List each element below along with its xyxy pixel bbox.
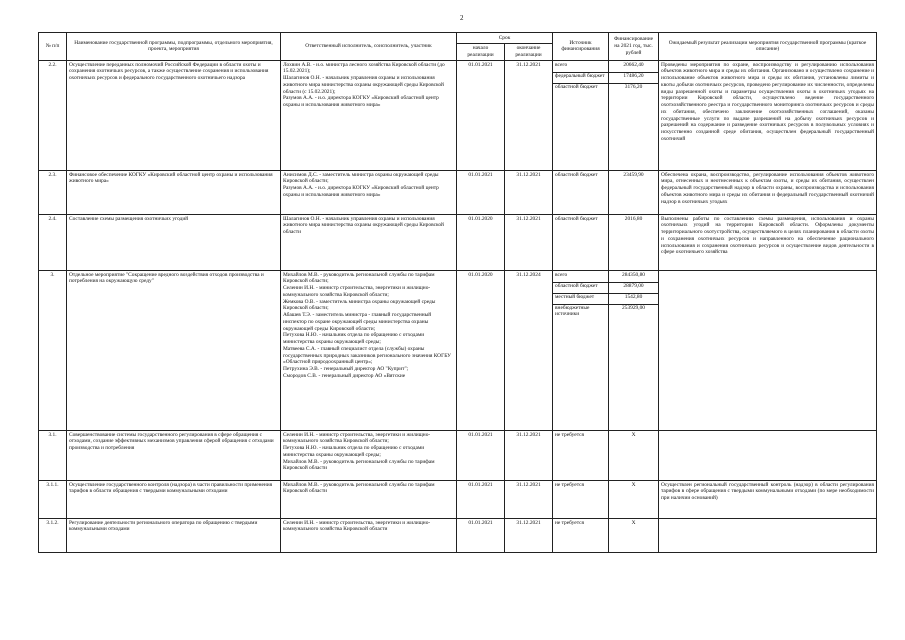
responsible-person: Разумов А.А. - и.о. директора КОГКУ «Кировский областной центр охраны и использования животного мира» bbox=[283, 95, 439, 108]
responsible-person: Анисимов Д.С. - заместитель министра охраны окружающей среды Кировской области; bbox=[283, 171, 439, 185]
responsible-person: Михайлов М.В. - руководитель региональной службы по тарифам Кировской области; bbox=[283, 271, 435, 285]
row-name: Осуществление переданных полномочий Российской Федерации в области охоты и сохранения охотничьих ресурсов, а также осуществление сохранения и использования охотничьих ресурсов и федерального государственного охотничьего надзора bbox=[67, 60, 281, 170]
value-item: 3176,20 bbox=[624, 83, 643, 90]
row-start: 01.01.2021 bbox=[457, 430, 505, 480]
source-item: областной бюджет bbox=[553, 283, 608, 294]
source-item: федеральный бюджет bbox=[553, 73, 608, 84]
row-end: 31.12.2021 bbox=[505, 430, 553, 480]
row-result: Выполнены работы по составлению схемы размещения, использования и охраны охотничьих угодий на территории Кировской области. Оформлены документы территориального охотустройства, осуществляемого в целях планирования в области охоты и сохранения охотничьих ресурсов и направленного на обеспечение рационального использования и сохранения охотничьих ресурсов и осуществление видов деятельности в сфере охотничьего хозяйства bbox=[659, 214, 877, 270]
table-row bbox=[39, 214, 877, 270]
row-num: 3.1. bbox=[39, 430, 67, 480]
value-item: 20662,40 bbox=[609, 62, 658, 73]
row-result bbox=[659, 518, 877, 552]
row-start: 01.01.2020 bbox=[457, 214, 505, 270]
header-source: Источник финансирования bbox=[553, 33, 609, 61]
row-values bbox=[609, 430, 659, 480]
header-responsible: Ответственный исполнитель, соисполнитель, участник bbox=[281, 33, 457, 61]
header-term: Срок bbox=[457, 33, 553, 44]
responsible-person: Селенин И.Н. - министр строительства, энергетики и жилищно-коммунального хозяйства Кировской области bbox=[283, 519, 431, 533]
row-responsible bbox=[281, 60, 457, 170]
value-item: 2016,80 bbox=[624, 215, 643, 222]
table-row bbox=[39, 270, 877, 430]
row-sources bbox=[553, 214, 609, 270]
table-body bbox=[39, 60, 877, 552]
row-end: 31.12.2021 bbox=[505, 60, 553, 170]
row-result: Проведены мероприятия по охране, воспроизводству и регулированию использования объектов животного мира и среды их обитания. Организовано и осуществлено сохранение и использование объектов животного мира и среды их обитания, установлены лимиты и квоты добычи охотничьих ресурсов, проведено регулирование их численности, определены виды разрешенной охоты и параметры осуществления охоты в охотничьих угодьях на территории Кировской области, осуществлено ведение государственного охотхозяйственного реестра и государственного мониторинга охотничьих ресурсов и среды их обитания, обеспечено заключение охотхозяйственных соглашений, оказаны государственные услуги по выдаче разрешений на добычу охотничьих ресурсов и разрешений на содержание и разведение охотничьих ресурсов в полувольных условиях и искусственно созданной среде обитания, осуществлен федеральный государственный охотничий bbox=[659, 60, 877, 170]
row-sources bbox=[553, 270, 609, 430]
responsible-person: Лохвин А.В. - и.о. министра лесного хозяйства Кировской области (до 15.02.2021); bbox=[283, 61, 445, 75]
header-start: начало реализации bbox=[457, 44, 505, 61]
row-start: 01.01.2021 bbox=[457, 518, 505, 552]
row-name: Финансовое обеспечение КОГКУ «Кировский областной центр охраны и использования животного мира» bbox=[67, 170, 281, 214]
responsible-person: Петухова Н.Ю. - начальник отдела по обращению с отходами министерства охраны окружающей среды; bbox=[283, 445, 425, 458]
row-responsible bbox=[281, 480, 457, 518]
responsible-person: Разумов А.А. - и.о. директора КОГКУ «Кировский областной центр охраны и использования животного мира» bbox=[283, 185, 439, 198]
value-item: 253929,00 bbox=[622, 304, 645, 311]
row-responsible bbox=[281, 430, 457, 480]
table-row bbox=[39, 518, 877, 552]
row-responsible bbox=[281, 518, 457, 552]
row-result: Обеспечена охрана, воспроизводство, регулирование использования объектов животного мира, отнесенных и неотнесенных к объектам охоты, и среды их обитания, осуществлен федеральный государственный надзор в области охраны, воспроизводства и использования объектов животного мира и среды их обитания и федеральный государственный охотничий надзор в охотничьих угодьях bbox=[659, 170, 877, 214]
responsible-person: Петрухина Э.В. - генеральный директор АО "Куприт"; bbox=[283, 366, 409, 372]
row-start: 01.01.2021 bbox=[457, 170, 505, 214]
source-item: не требуется bbox=[555, 481, 584, 488]
row-values bbox=[609, 270, 659, 430]
source-item: областной бюджет bbox=[555, 215, 598, 222]
row-num: 2.2. bbox=[39, 60, 67, 170]
program-table bbox=[38, 32, 877, 553]
table-row bbox=[39, 430, 877, 480]
row-end: 31.12.2021 bbox=[505, 214, 553, 270]
header-result: Ожидаемый результат реализации мероприятия государственной программы (краткое описание) bbox=[659, 33, 877, 61]
row-sources bbox=[553, 518, 609, 552]
responsible-person: Шалагинов О.Н. - начальник управления охраны и использования животного мира министерства охраны окружающей среды Кировской области (с 15.02.2021); bbox=[283, 75, 444, 95]
row-result: Осуществлен региональный государственный контроль (надзор) в области регулирования тарифов в сфере обращения с твердыми коммунальными отходами (по мере необходимости при наличии оснований) bbox=[659, 480, 877, 518]
responsible-person: Жемкова О.В. - заместитель министра охраны окружающей среды Кировской области; bbox=[283, 298, 436, 312]
source-item: областной бюджет bbox=[555, 83, 598, 90]
header-num: № п/п bbox=[39, 33, 67, 61]
page-number: 2 bbox=[460, 14, 464, 22]
row-responsible bbox=[281, 214, 457, 270]
header-end: окончание реализации bbox=[505, 44, 553, 61]
row-sources bbox=[553, 480, 609, 518]
value-item: 284350,80 bbox=[609, 272, 658, 283]
table-row bbox=[39, 60, 877, 170]
row-end: 31.12.2021 bbox=[505, 480, 553, 518]
row-start: 01.01.2021 bbox=[457, 60, 505, 170]
row-num: 3.1.2. bbox=[39, 518, 67, 552]
row-result bbox=[659, 430, 877, 480]
table-row bbox=[39, 480, 877, 518]
row-sources bbox=[553, 60, 609, 170]
value-item: 28879,00 bbox=[609, 283, 658, 294]
row-num: 3.1.1. bbox=[39, 480, 67, 518]
row-sources bbox=[553, 430, 609, 480]
row-name: Совершенствование системы государственного регулирования в сфере обращения с отходами, создание эффективных механизмов управления сферой обращения с отходами производства и потребления bbox=[67, 430, 281, 480]
source-item: внебюджетные источники bbox=[555, 304, 590, 318]
row-start: 01.01.2020 bbox=[457, 270, 505, 430]
row-values bbox=[609, 518, 659, 552]
source-item: не требуется bbox=[555, 431, 584, 438]
row-start: 01.01.2021 bbox=[457, 480, 505, 518]
header-financing: Финансирование на 2021 год, тыс. рублей bbox=[609, 33, 659, 61]
row-end: 31.12.2021 bbox=[505, 170, 553, 214]
row-responsible bbox=[281, 270, 457, 430]
source-item: всего bbox=[553, 272, 608, 283]
row-end: 31.12.2021 bbox=[505, 518, 553, 552]
row-name: Составление схемы размещения охотничьих угодий bbox=[67, 214, 281, 270]
value-item: Х bbox=[631, 481, 636, 488]
responsible-person: Матвеева С.А. - главный специалист отдела (службы) охраны государственных природных заказников регионального значения КОГБУ «Областной природоохранный центр»; bbox=[283, 345, 451, 366]
row-num: 2.4. bbox=[39, 214, 67, 270]
responsible-person: Смородов С.В. - генеральный директор АО «Вятские bbox=[283, 372, 406, 379]
responsible-person: Селенин И.Н. - министр строительства, энергетики и жилищно-коммунального хозяйства Кировской области; bbox=[283, 431, 431, 445]
row-values bbox=[609, 60, 659, 170]
row-values bbox=[609, 214, 659, 270]
value-item: Х bbox=[631, 431, 636, 438]
row-sources bbox=[553, 170, 609, 214]
table-row bbox=[39, 170, 877, 214]
row-name: Осуществление государственного контроля (надзора) в части правильности применения тарифов в области обращения с твердыми коммунальными отходами bbox=[67, 480, 281, 518]
row-values bbox=[609, 480, 659, 518]
responsible-person: Шалагинов О.Н. - начальник управления охраны и использования животного мира министерства охраны окружающей среды Кировской области bbox=[283, 215, 444, 235]
row-end: 31.12.2024 bbox=[505, 270, 553, 430]
value-item: 17486,20 bbox=[609, 73, 658, 84]
source-item: областной бюджет bbox=[555, 171, 598, 178]
row-num: 2.3. bbox=[39, 170, 67, 214]
row-responsible bbox=[281, 170, 457, 214]
header-name: Наименование государственной программы, подпрограммы, отдельного мероприятия, проекта, мероприятия bbox=[67, 33, 281, 61]
value-item: 1542,80 bbox=[609, 294, 658, 305]
value-item: Х bbox=[631, 519, 636, 526]
value-item: 23459,90 bbox=[623, 171, 644, 178]
source-item: всего bbox=[553, 62, 608, 73]
responsible-person: Михайлов М.В. - руководитель региональной службы по тарифам Кировской области bbox=[283, 481, 435, 495]
responsible-person: Селенин И.Н. - министр строительства, энергетики и жилищно-коммунального хозяйства Кировской области; bbox=[283, 285, 431, 298]
responsible-person: Абашев Т.Э. - заместитель министра - главный государственный инспектор по охране окружающей среды министерства охраны окружающей среды Кировской области; bbox=[283, 312, 432, 332]
responsible-person: Петухова Н.Ю. - начальник отдела по обращению с отходами министерства охраны окружающей среды; bbox=[283, 332, 425, 345]
row-name: Регулирование деятельности регионального оператора по обращению с твердыми коммунальными отходами bbox=[67, 518, 281, 552]
responsible-person: Михайлов М.В. - руководитель региональной службы по тарифам Кировской области bbox=[283, 458, 435, 472]
source-item: местный бюджет bbox=[553, 294, 608, 305]
row-name: Отдельное мероприятие "Сокращение вредного воздействия отходов производства и потребления на окружающую среду" bbox=[67, 270, 281, 430]
row-num: 3. bbox=[39, 270, 67, 430]
source-item: не требуется bbox=[555, 519, 584, 526]
row-values bbox=[609, 170, 659, 214]
row-result bbox=[659, 270, 877, 430]
